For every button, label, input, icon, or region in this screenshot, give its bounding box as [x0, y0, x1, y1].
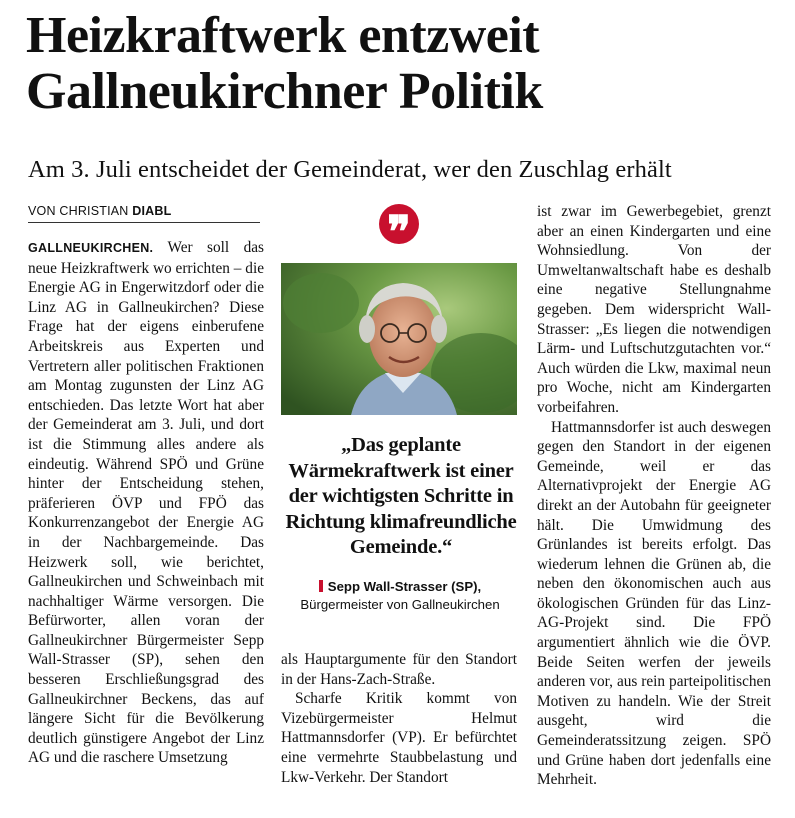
pull-quote: „Das geplante Wärmekraftwerk ist einer der wichtigsten Schritte in Richtung klimafreundliche Gemeinde.“ — [285, 434, 517, 558]
article-column-1 — [28, 238, 264, 768]
dateline: GALLNEUKIRCHEN. — [28, 241, 154, 255]
quote-marks-icon: ❞ — [379, 204, 419, 244]
headline — [26, 8, 786, 120]
paragraph: als Hauptargumente für den Standort in der Hans-Zach-Straße. — [281, 651, 517, 688]
byline-prefix: VON CHRISTIAN — [28, 204, 129, 218]
quote-author-name: Sepp Wall-Strasser (SP), — [327, 579, 482, 594]
quote-author-role: Bürgermeister von Gallneukirchen — [300, 596, 500, 612]
accent-bar — [319, 580, 323, 592]
article-column-3 — [537, 202, 771, 790]
article-column-2 — [281, 650, 517, 787]
paragraph — [28, 238, 264, 768]
byline — [28, 204, 260, 223]
paragraph-text: Wer soll das neue Heizkraftwerk wo errichten – die Energie AG in Engerwitzdorf oder die Linz AG in Gallneukirchen? Diese Frage hat der eigens einberufene Arbeitskreis aus Experten und Vertretern aller politischen Fraktionen am Montag zugunsten der Linz AG entschieden. Das letzte Wort hat aber der Gemeinderat am 3. Juli, und dort ist die Stimmung alles andere als eindeutig. Während SPÖ und Grüne hinter der Entscheidung stehen, präferieren ÖVP und FPÖ das Konkurrenzangebot der Energie AG in der Nachbargemeinde. Das Heizwerk soll, wie berichtet, Gallneukirchen und Schweinbach mit nachhaltiger Wärme versorgen. Die Befürworter, allen voran der Gallneukirchner Bürgermeister Sepp Wall-Strasser (SP), sehen den besseren Erschließungsgrad des Gallneukirchner Beckens, das auf längere Sicht für die Bevölkerung deutlich günstigere Angebot der Linz AG und die raschere Umsetzung — [28, 239, 264, 767]
paragraph: ist zwar im Gewerbegebiet, grenzt aber an einen Kindergarten und eine Wohnsiedlung. Von der Umweltanwaltschaft habe es deshalb eine negative Stellungnahme gegeben. Dem widerspricht Wall-Strasser: „Es liegen die notwendigen Lärm- und Luftschutzgutachten vor.“ Auch würden die Lkw, maximal neun pro Woche, nicht am Kindergarten vorbeifahren. — [537, 203, 771, 416]
quote-attribution — [283, 578, 517, 613]
subheadline: Am 3. Juli entscheidet der Gemeinderat, wer den Zuschlag erhält — [28, 156, 672, 183]
portrait-illustration — [281, 263, 517, 415]
paragraph: Scharfe Kritik kommt von Vizebürgermeister Helmut Hattmannsdorfer (VP). Er befürchtet eine vermehrte Staubbelastung und Lkw-Verkehr. Der Standort — [281, 690, 517, 786]
byline-author: DIABL — [132, 204, 172, 218]
headline-line-1: Heizkraftwerk entzweit — [26, 7, 540, 64]
paragraph: Hattmannsdorfer ist auch deswegen gegen den Standort in der eigenen Gemeinde, weil er das Alternativprojekt der Energie AG direkt an der Autobahn für geeigneter hält. Die Umwidmung des Grünlandes ist bereits erfolgt. Das wiederum lehnen die Grünen ab, die neben den ökonomischen auch aus ökologischen Gründen für das Linz-AG-Projekt sind. Die FPÖ argumentiert ähnlich wie die ÖVP. Beide Seiten werfen der jeweils anderen vor, aus rein parteipolitischen Motiven zu handeln. Wie der Streit ausgeht, wird die Gemeinderatssitzung zeigen. SPÖ und Grüne haben dort jedenfalls eine Mehrheit. — [537, 418, 771, 789]
portrait-photo — [281, 263, 517, 415]
headline-line-2: Gallneukirchner Politik — [26, 63, 543, 120]
